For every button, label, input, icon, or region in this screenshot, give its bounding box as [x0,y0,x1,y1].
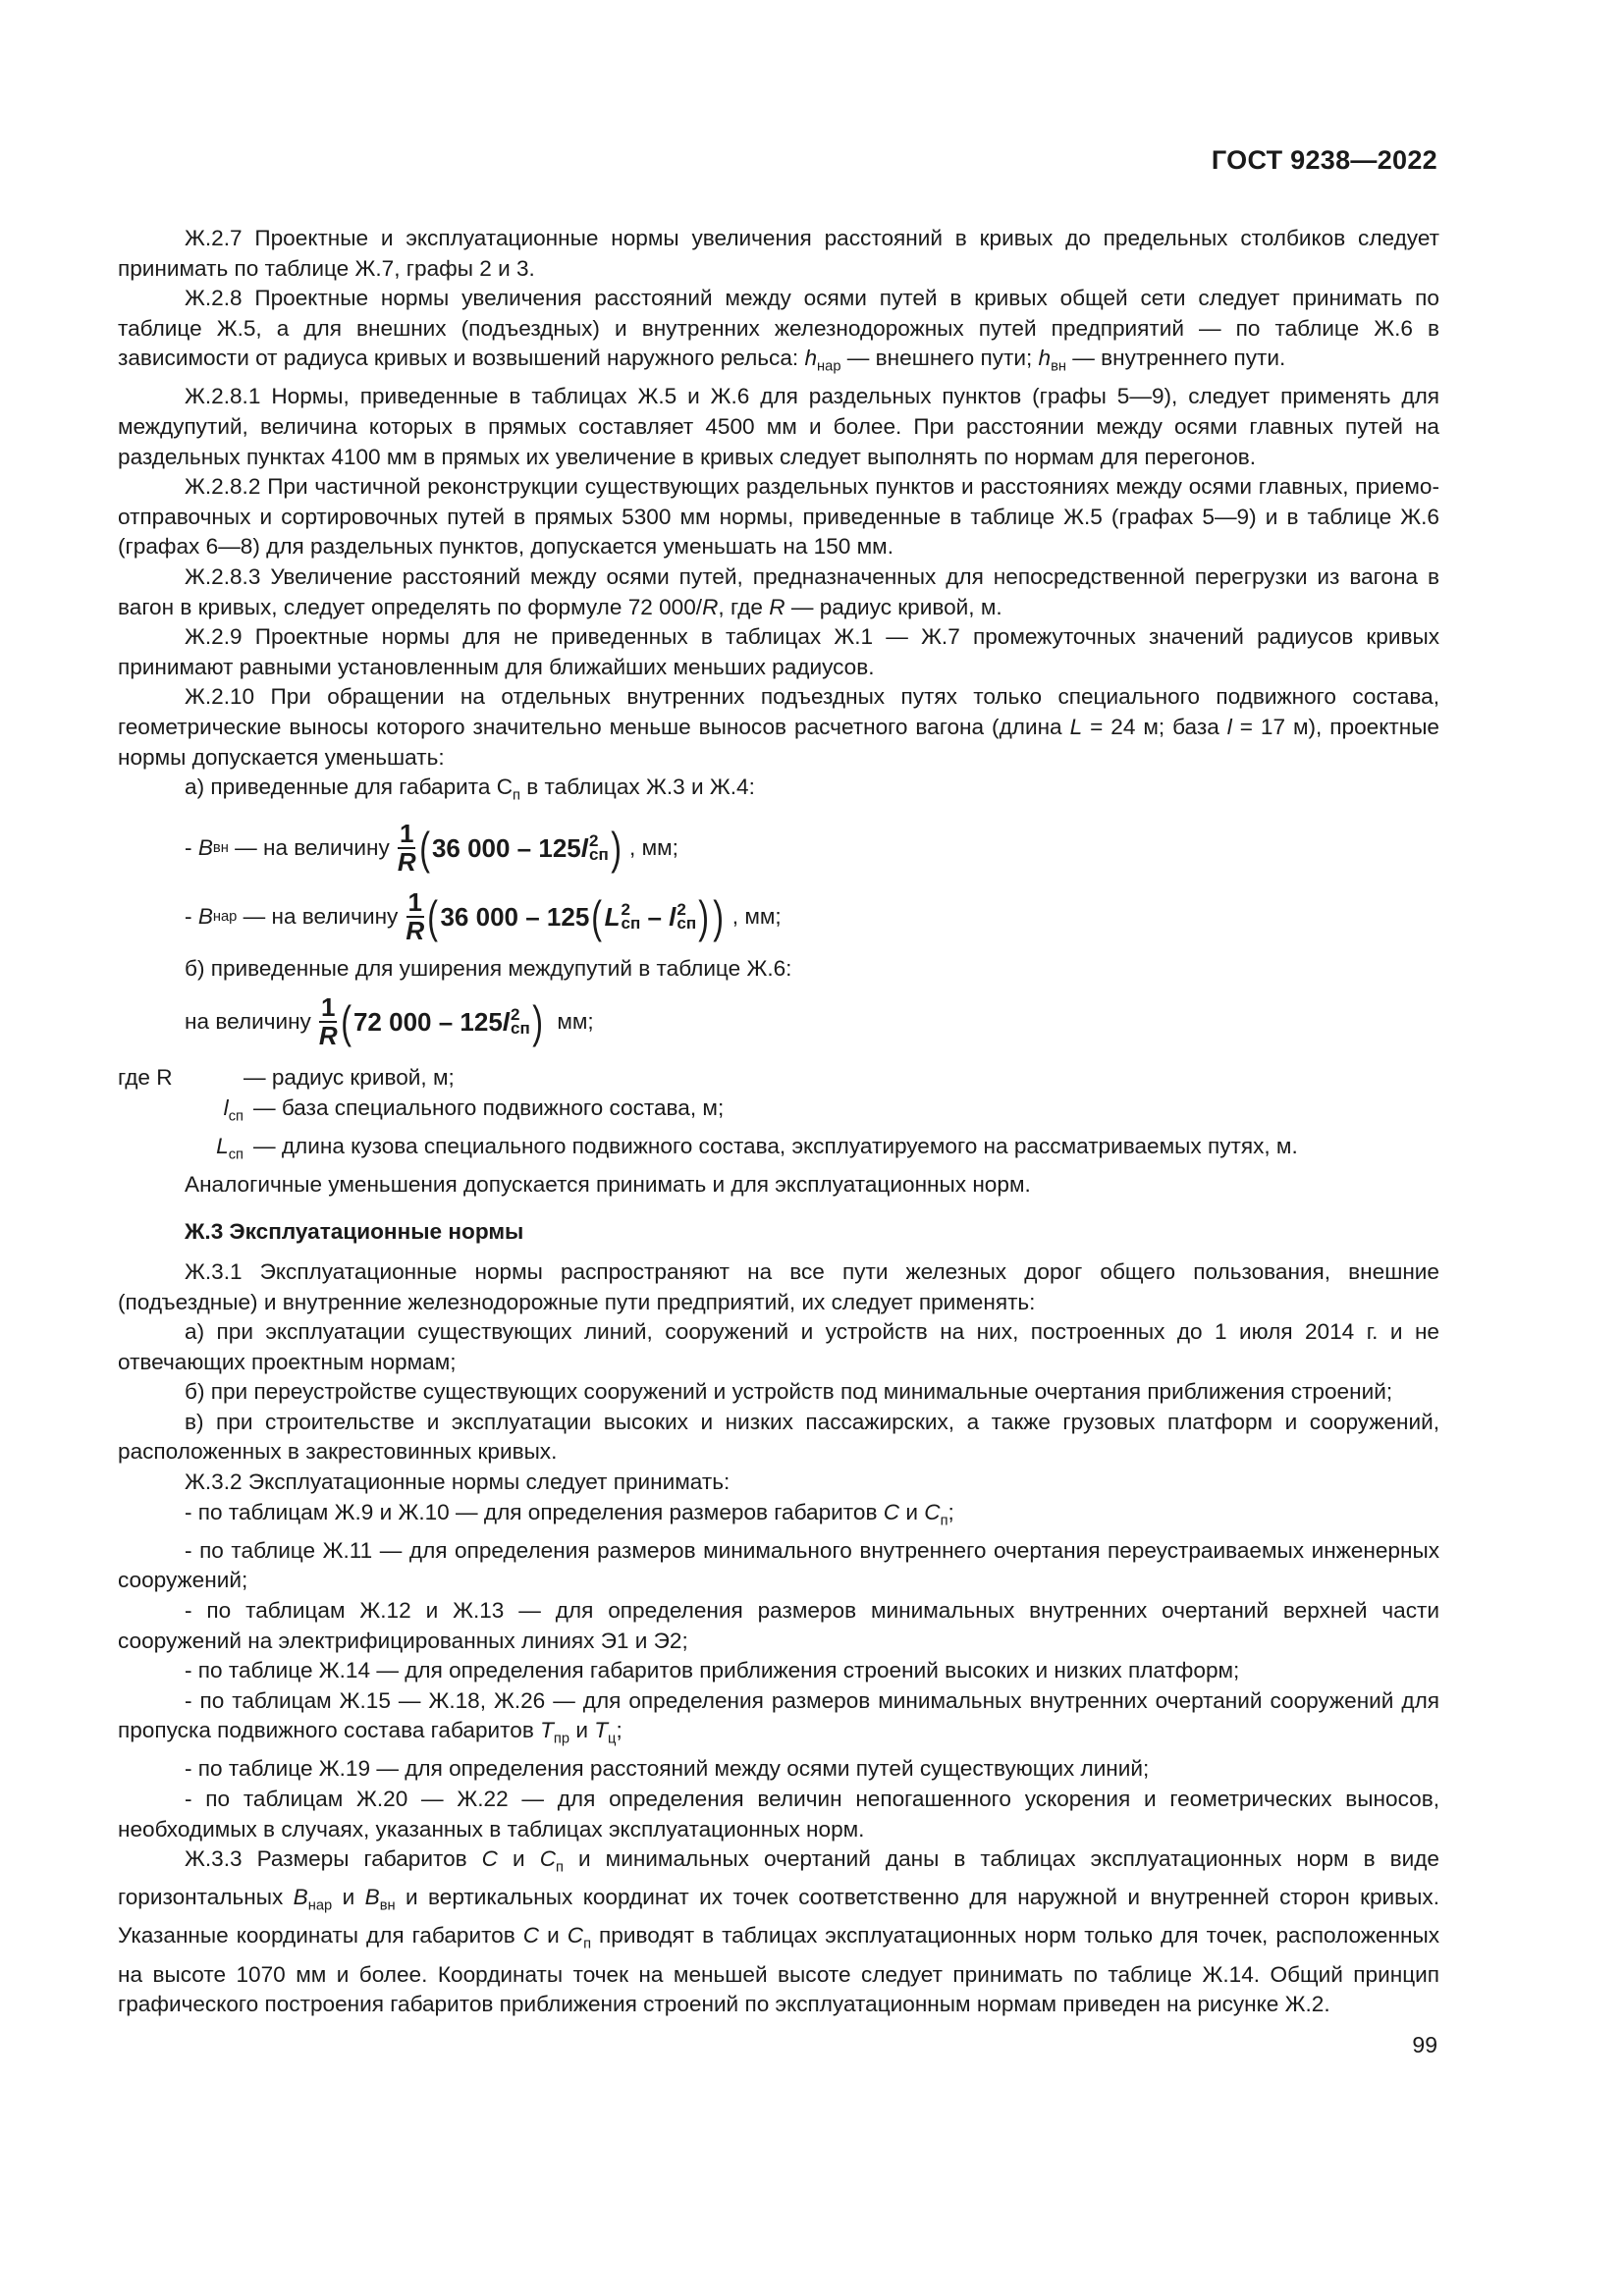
formula-line: - B вн — на величину $\frac{1}{R}$ ( 36 000 – 125 l 2 сп ) , мм; [185,819,678,878]
legend-row: $l_{сп}$ — база специального подвижного состава, м; [223,1095,725,1125]
list-item: - по таблице Ж.14 — для определения габаритов приближения строений высоких и низких платформ; [185,1658,1240,1683]
section-heading: Ж.3 Эксплуатационные нормы [185,1219,524,1245]
legend-row: $L_{сп}$ — длина кузова специального подвижного состава, эксплуатируемого на рассматриваемых путях, м. [216,1133,1298,1163]
list-item: - по таблицам Ж.15 — Ж.18, Ж.26 — для определения размеров минимальных внутренних очертаний сооружений для пропуска подвижного состава габаритов $T_{пр}$ и $T_ц$; [118,1687,1439,1747]
paragraph: Ж.2.8.1 Нормы, приведенные в таблицах Ж.5 и Ж.6 для раздельных пунктов (графы 5—9), следует применять для междупутий, величина которых в прямых составляет 4500 мм и более. При расстоянии между осями главных путей на раздельных пунктах 4100 мм в прямых их увеличение в кривых следует выполнять по нормам для перегонов. [118,384,1439,469]
list-item: - по таблицам Ж.20 — Ж.22 — для определения величин непогашенного ускорения и геометрических выносов, необходимых в случаях, указанных в таблицах эксплуатационных норм. [118,1787,1439,1842]
paragraph: Аналогичные уменьшения допускается принимать и для эксплуатационных норм. [185,1171,1031,1197]
formula-line: - B нар — на величину $\frac{1}{R}$ ( 36 000 – 125 ( L 2 сп – l 2 сп ) ) , мм; [185,887,782,946]
formula: $\frac{1}{R}$ ( 36 000 – 125 ( L 2 сп – l 2 сп ) ) [406,887,725,946]
formula-line: на величину $\frac{1}{R}$ ( 72 000 – 125 l 2 сп ) мм; [185,991,594,1050]
page-number: 99 [1412,2032,1437,2057]
formula: $\frac{1}{R}$ ( 36 000 – 125 l 2 сп ) [397,819,622,878]
list-item: - по таблицам Ж.9 и Ж.10 — для определения размеров габаритов C и $C_п$; [185,1499,954,1529]
standard-id-header: ГОСТ 9238—2022 [1211,145,1437,175]
paragraph: Ж.3.2 Эксплуатационные нормы следует принимать: [185,1469,731,1495]
paragraph: Ж.3.3 Размеры габаритов C и $C_п$ и минимальных очертаний даны в таблицах эксплуатационных норм в виде горизонтальных $B_{нар}$ и $B_{вн}$ и вертикальных координат их точек соответственно для наружной и внутренней сторон кривых. Указанные координаты для габаритов C и $C_п$ приводят в таблицах эксплуатационных норм только для точек, расположенных на высоте 1070 мм и более. Координаты точек на меньшей высоте следует принимать по таблице Ж.14. Общий принцип графического построения габаритов приближения строений по эксплуатационным нормам приведен на рисунке Ж.2. [118,1846,1439,2017]
paragraph: Ж.2.8.2 При частичной реконструкции существующих раздельных пунктов и расстояниях между осями главных, приемо-отправочных и сортировочных путей в прямых 5300 мм нормы, приведенные в таблице Ж.5 (графах 5—9) и в таблице Ж.6 (графах 6—8) для раздельных пунктов, допускается уменьшать на 150 мм. [118,474,1439,560]
paragraph: а) при эксплуатации существующих линий, сооружений и устройств на них, построенных до 1 июля 2014 г. и не отвечающих проектным нормам; [118,1319,1439,1374]
paragraph: в) при строительстве и эксплуатации высоких и низких пассажирских, а также грузовых платформ и сооружений, расположенных в закрестовинных кривых. [118,1409,1439,1465]
list-item: - по таблице Ж.11 — для определения размеров минимального внутреннего очертания переустраиваемых инженерных сооружений; [118,1537,1439,1593]
list-item: - по таблице Ж.19 — для определения расстояний между осями путей существующих линий; [185,1756,1150,1782]
list-item: - по таблицам Ж.12 и Ж.13 — для определения размеров минимальных внутренних очертаний верхней части сооружений на электрифицированных линиях Э1 и Э2; [118,1597,1439,1653]
paragraph: Ж.2.7 Проектные и эксплуатационные нормы увеличения расстояний в кривых до предельных столбиков следует принимать по таблице Ж.7, графы 2 и 3. [118,226,1439,281]
document-body [118,224,1439,2020]
formula: $\frac{1}{R}$ ( 72 000 – 125 l 2 сп ) [318,991,543,1050]
paragraph: Ж.2.8 Проектные нормы увеличения расстояний между осями путей в кривых общей сети следует принимать по таблице Ж.5, а для внешних (подъездных) и внутренних железнодорожных путей предприятий — по таблице Ж.6 в зависимости от радиуса кривых и возвышений наружного рельса: $h_{нар}$ — внешнего пути; $h_{вн}$ — внутреннего пути. [118,286,1439,375]
legend-row: где R — радиус кривой, м; [118,1064,455,1090]
paragraph: Ж.2.10 При обращении на отдельных внутренних подъездных путях только специального подвижного состава, геометрические выносы которого значительно меньше выносов расчетного вагона (длина L = 24 м; база l = 17 м), проектные нормы допускается уменьшать: [118,684,1439,770]
paragraph: Ж.2.8.3 Увеличение расстояний между осями путей, предназначенных для непосредственной перегрузки из вагона в вагон в кривых, следует определять по формуле 72 000/R, где R — радиус кривой, м. [118,564,1439,619]
paragraph: Ж.2.9 Проектные нормы для не приведенных в таблицах Ж.1 — Ж.7 промежуточных значений радиусов кривых принимают равными установленным для ближайших меньших радиусов. [118,624,1439,679]
paragraph: Ж.3.1 Эксплуатационные нормы распространяют на все пути железных дорог общего пользования, внешние (подъездные) и внутренние железнодорожные пути предприятий, их следует применять: [118,1258,1439,1314]
paragraph: б) при переустройстве существующих сооружений и устройств под минимальные очертания приближения строений; [185,1379,1393,1405]
paragraph: б) приведенные для уширения междупутий в таблице Ж.6: [185,956,792,982]
paragraph: а) приведенные для габарита $С_п$ в таблицах Ж.3 и Ж.4: [185,774,755,804]
